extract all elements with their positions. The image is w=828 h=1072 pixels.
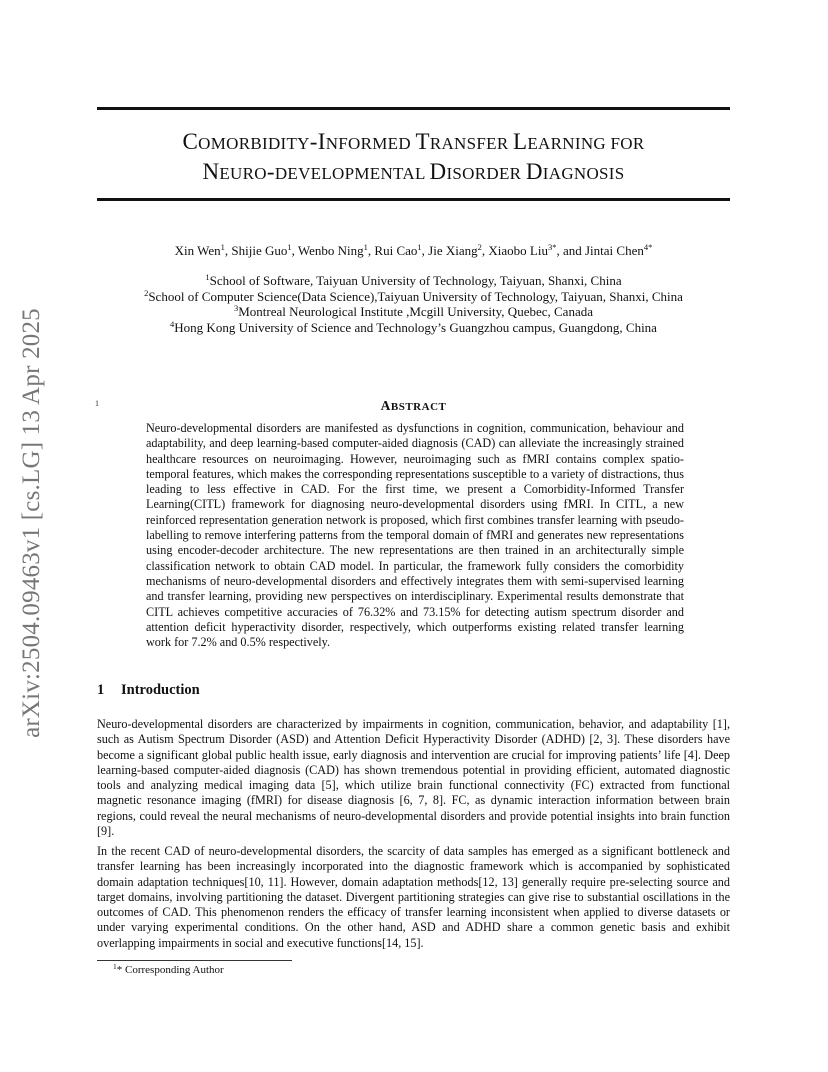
title-separator: - [266, 159, 275, 184]
author-affiliation-mark: 2 [477, 242, 482, 252]
affiliation-mark: 3 [233, 303, 239, 313]
title-word-cap: L [513, 129, 528, 154]
section-number: 1 [97, 682, 105, 698]
author-name: Jie Xiang [428, 243, 478, 258]
title-word-rest: IAGNOSIS [542, 164, 625, 183]
author-name: Wenbo Ning [297, 243, 364, 258]
section-title: Introduction [121, 682, 200, 698]
footnote [113, 964, 224, 976]
author-affiliation-mark: 3* [547, 242, 557, 252]
title-separator: - [309, 129, 318, 154]
title-word-rest: OMORBIDITY [198, 134, 310, 153]
arxiv-id-text: arXiv:2504.09463v1 [cs.LG] 13 Apr 2025 [18, 307, 45, 738]
author-affiliation-mark: 1 [363, 242, 368, 252]
line-number: 1 [95, 399, 99, 408]
author [231, 243, 291, 258]
affiliation-text: Hong Kong University of Science and Technology’s Guangzhou campus, Guangdong, China [174, 319, 657, 335]
paper-title [97, 128, 730, 188]
author [428, 243, 482, 258]
section-heading-introduction [97, 682, 200, 699]
author-affiliation-mark: 4* [643, 242, 653, 252]
author-list: Xin Wen$^1$, Shijie Guo$^1$, Wenbo Ning$^1$, Rui Cao$^1$, Jie Xiang$^2$, Xiaobo Liu$^{3*}$, and Jintai Chen$^{4*}$ [174, 242, 653, 258]
title-word-cap: D [429, 159, 447, 184]
abstract-text: Neuro-developmental disorders are manifested as dysfunctions in cognition, communication, behaviour and adaptability, and deep learning-based computer-aided diagnosis (CAD) can alleviate the increasingly strained healthcare resources on neuroimaging. However, neuroimaging such as fMRI contains complex spatio-temporal features, which makes the corresponding representations susceptible to a variety of distractions, thus leading to less effective in CAD. For the first time, we present a Comorbidity-Informed Transfer Learning(CITL) framework for diagnosing neuro-developmental disorders using fMRI. In CITL, a new reinforced representation generation network is proposed, which first combines transfer learning with pseudo-labelling to remove interfering patterns from the temporal domain of fMRI and generates new representations using encoder-decoder architecture. The new representations are then trained in an architecturally simple classification network to obtain CAD model. In particular, the framework fully considers the comorbidity mechanisms of neuro-developmental disorders and effectively integrates them with semi-supervised learning and transfer learning, providing new perspectives on interdisciplinary. Experimental results demonstrate that CITL achieves competitive accuracies of 76.32% and 73.15% for detecting autism spectrum disorder and attention deficit hyperactivity disorder, respectively, which outperforms existing related transfer learning work for 7.2% and 0.5% respectively. [146, 421, 684, 650]
affiliation-list [97, 273, 730, 335]
intro-paragraph-1: Neuro-developmental disorders are characterized by impairments in cognition, communication, behavior, and adaptability [1], such as Autism Spectrum Disorder (ASD) and Attention Deficit Hyperactivity Disorder (ADHD) [2, 3]. These disorders have become a significant global public health issue, early diagnosis and intervention are crucial for improving patients’ life [4]. Deep learning-based computer-aided diagnosis (CAD) has shown tremendous potential in providing efficient, automated diagnostic tools and analyzing medical imaging data [5], which utilize brain functional connectivity (FC) extracted from functional magnetic resonance imaging (fMRI) for disease diagnosis [6, 7, 8]. FC, as dynamic interaction information between brain regions, could reveal the neural mechanisms of neuro-developmental disorders and provide potential insights into brain function [9]. [97, 717, 730, 839]
title-word-rest: RANSFER [429, 134, 514, 153]
title-line-1 [97, 128, 730, 158]
title-word-cap: T [415, 129, 430, 154]
arxiv-sidebar-stamp [12, 285, 52, 760]
author [374, 243, 421, 258]
author-name: Rui Cao [374, 243, 418, 258]
author-name: Shijie Guo [231, 243, 288, 258]
title-word-cap: D [525, 159, 543, 184]
footnote-text: Corresponding Author [122, 964, 224, 976]
abstract-heading [97, 398, 730, 414]
title-rule-bottom [97, 198, 730, 201]
title-rule-top [97, 107, 730, 110]
affiliation-line [97, 273, 730, 289]
title-line-2 [97, 158, 730, 188]
title-word-cap: C [182, 129, 199, 154]
affiliation-line [97, 289, 730, 305]
author-name: Xin Wen [174, 243, 221, 258]
author [175, 243, 225, 258]
footnote-rule [97, 960, 292, 961]
title-word-rest: EARNING FOR [527, 134, 645, 153]
intro-paragraph-2: In the recent CAD of neuro-developmental disorders, the scarcity of data samples has emerged as a significant bottleneck and transfer learning has been increasingly incorporated into the diagnostic framework which is accompanied by sophisticated domain adaptation techniques[10, 11]. However, domain adaptation methods[12, 13] generally require pre-selecting source and target domains, involving partitioning the dataset. Divergent partitioning strategies can give rise to substantial oscillations in the outcomes of CAD. This phenomenon renders the efficacy of transfer learning inconsistent when applied to diverse datasets or under varying experimental conditions. On the other hand, ASD and ADHD share a common genetic basis and exhibit overlapping impairments in social and executive functions[14, 15]. [97, 844, 730, 950]
title-word-cap: I [317, 129, 326, 154]
title-word-rest: NFORMED [325, 134, 416, 153]
affiliation-line [97, 320, 730, 336]
affiliation-text: School of Software, Taiyuan University of Technology, Taiyuan, Shanxi, China [209, 273, 622, 288]
footnote-asterisk: * [116, 964, 123, 976]
affiliation-mark: 4 [170, 318, 175, 329]
author-affiliation-mark: 1 [417, 242, 422, 252]
author [298, 243, 368, 258]
author [585, 243, 652, 258]
title-word-rest: DEVELOPMENTAL [274, 164, 430, 183]
abstract-heading-cap: A [380, 398, 391, 413]
author-affiliation-mark: 1 [287, 242, 292, 252]
title-word-cap: N [202, 159, 220, 184]
author-name: Jintai Chen [584, 243, 644, 258]
author-name: Xiaobo Liu [488, 243, 548, 258]
affiliation-text: School of Computer Science(Data Science),Taiyuan University of Technology, Taiyuan, Shanxi, China [148, 288, 683, 304]
title-word-rest: EURO [219, 164, 267, 183]
abstract-heading-rest: BSTRACT [390, 401, 447, 413]
affiliation-mark: 2 [144, 287, 149, 298]
affiliation-mark: 1 [205, 272, 210, 282]
title-word-rest: ISORDER [446, 164, 526, 183]
author [488, 243, 556, 258]
affiliation-line [97, 304, 730, 320]
affiliation-text: Montreal Neurological Institute ,Mcgill University, Quebec, Canada [238, 304, 593, 319]
author-affiliation-mark: 1 [220, 242, 225, 252]
footnote-mark: 1 [113, 962, 117, 971]
